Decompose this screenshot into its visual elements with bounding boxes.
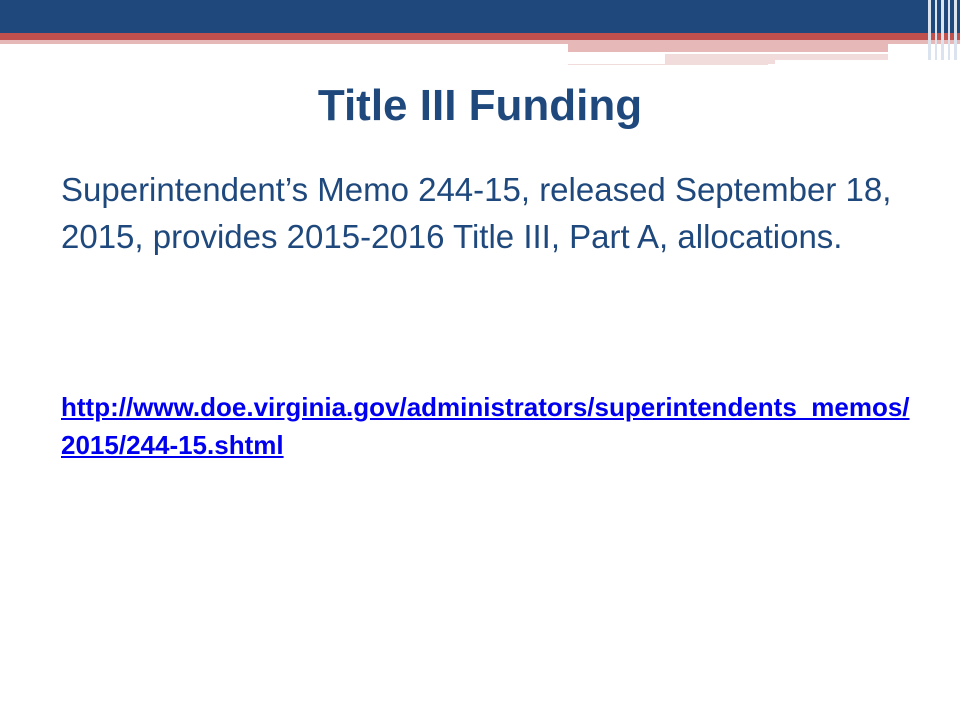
header-stripe bbox=[954, 0, 957, 60]
slide-body-text: Superintendent’s Memo 244-15, released September 18, 2015, provides 2015-2016 Title III, Part A, allocations. bbox=[61, 171, 892, 255]
header-accent-block bbox=[665, 54, 775, 64]
header-accent-block bbox=[775, 54, 888, 60]
slide-title: Title III Funding bbox=[317, 81, 643, 130]
header-red-band bbox=[0, 33, 960, 40]
header-stripe bbox=[948, 0, 950, 60]
header-stripes bbox=[926, 0, 960, 60]
header-stripe bbox=[941, 0, 944, 60]
header-blue-band bbox=[0, 0, 960, 33]
header-accent-line bbox=[568, 64, 768, 65]
memo-link[interactable]: http://www.doe.virginia.gov/administrators/superintendents_memos/2015/244-15.shtml bbox=[61, 392, 910, 460]
header-stripe bbox=[935, 0, 937, 60]
header-stripe bbox=[928, 0, 931, 60]
